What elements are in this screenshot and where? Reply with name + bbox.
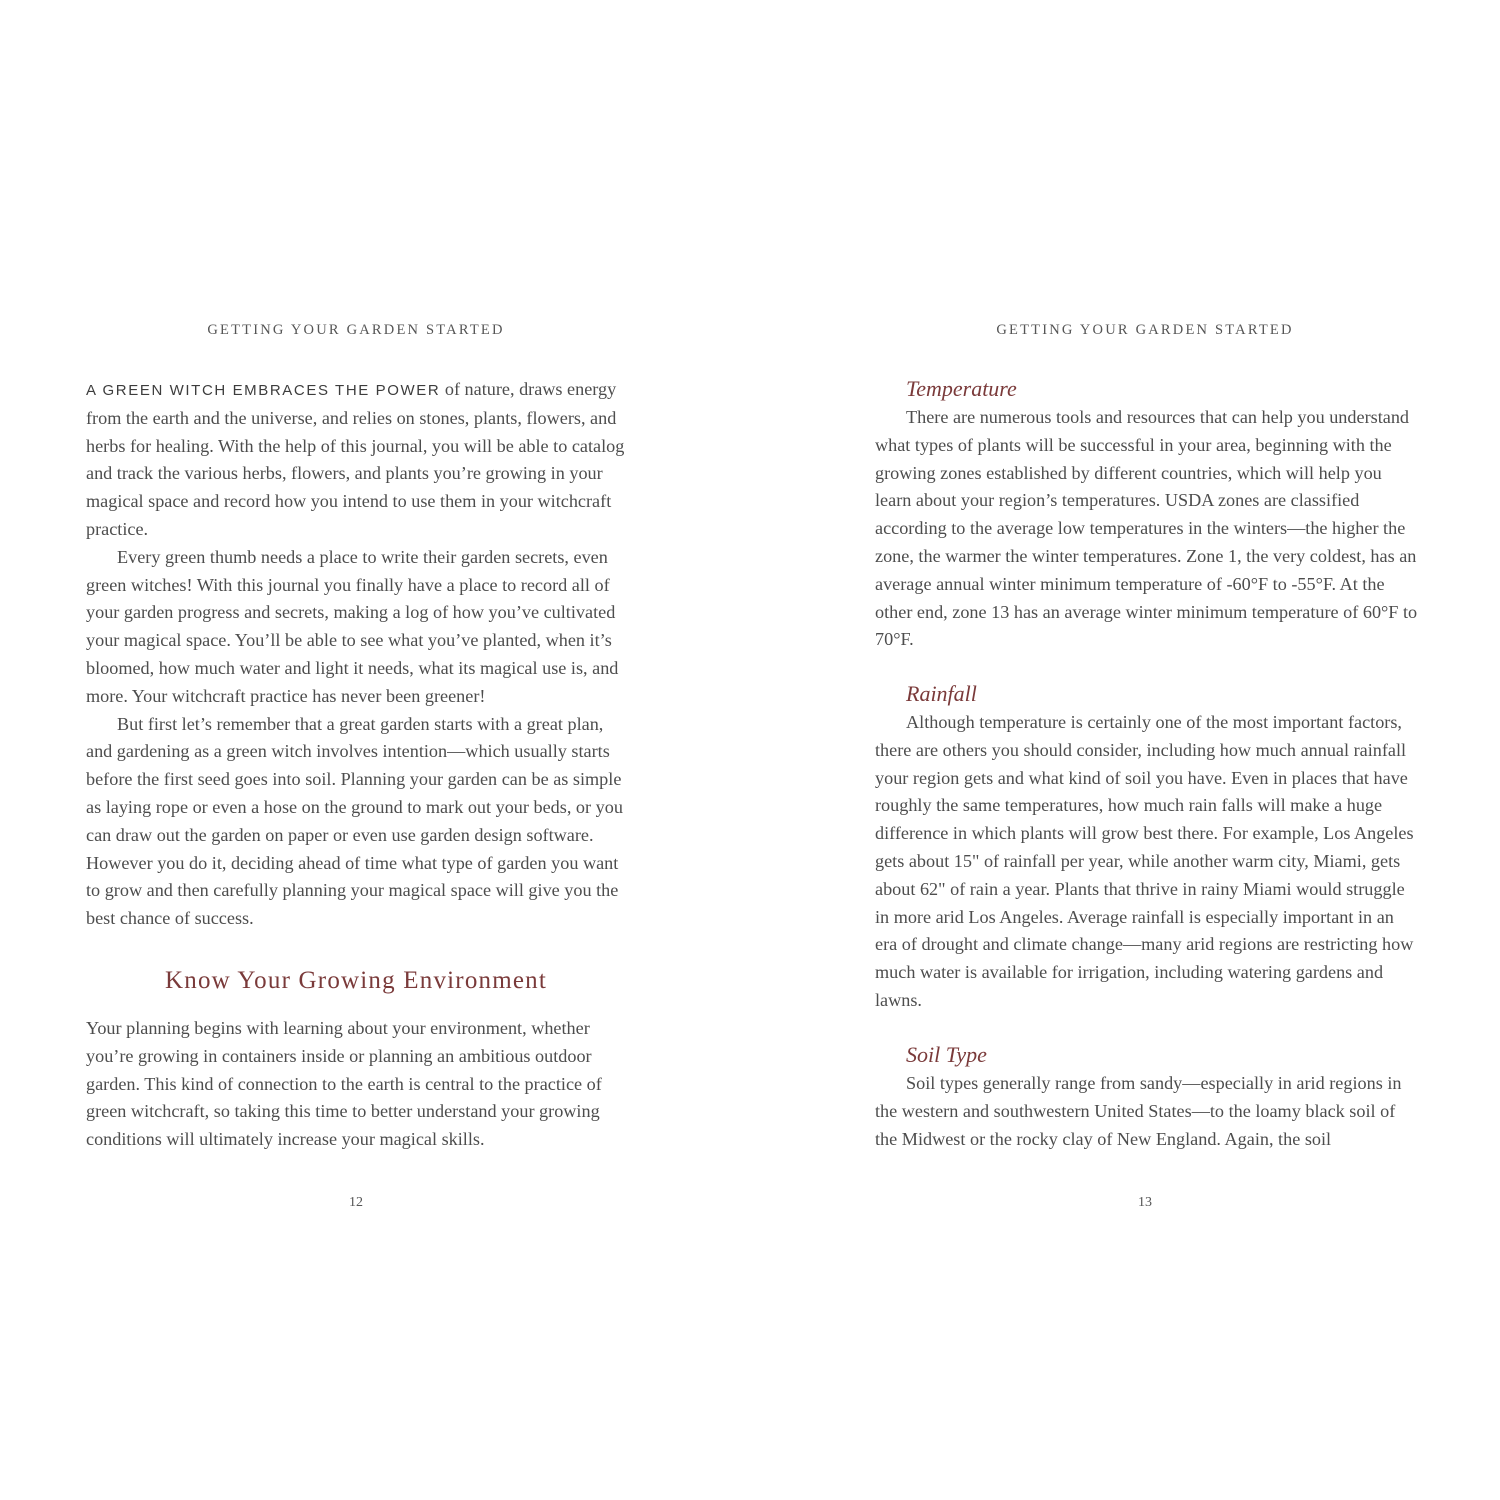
rainfall-text: Although temperature is certainly one of the most important factors, there are others you should consider, including how much annual rainfall your region gets and what kind of soil you have. Even in places that have roughly the same temperatures, how much rain falls will make a huge difference in which plants will grow best there. For example, Los Angeles gets about 15" of rainfall per year, while another warm city, Miami, gets about 62" of rain a year. Plants that thrive in rainy Miami would struggle in more arid Los Angeles. Average rainfall is especially important in an era of drought and climate change—many arid regions are restricting how much water is available for irrigation, including watering gardens and lawns. bbox=[875, 712, 1414, 1010]
intro-lead-in: A GREEN WITCH EMBRACES THE POWER bbox=[86, 382, 441, 399]
running-head-right: GETTING YOUR GARDEN STARTED bbox=[996, 322, 1294, 338]
section-paragraph: Your planning begins with learning about your environment, whether you’re growing in containers inside or planning an ambitious outdoor garden. This kind of connection to the earth is central to the practice of green witchcraft, so taking this time to better understand your growing conditions will ultimately increase your magical skills. bbox=[86, 1018, 602, 1150]
rainfall-heading: Rainfall bbox=[906, 681, 977, 706]
soil-type-heading: Soil Type bbox=[906, 1042, 987, 1067]
soil-type-section bbox=[875, 1040, 1420, 1153]
intro-block bbox=[86, 376, 631, 933]
temperature-heading: Temperature bbox=[906, 376, 1017, 401]
temperature-section bbox=[875, 374, 1420, 654]
intro-paragraph-text: of nature, draws energy from the earth and the universe, and relies on stones, plants, flowers, and herbs for healing. With the help of this journal, you will be able to catalog and track the various herbs, flowers, and plants you’re growing in your magical space and record how you intend to use them in your witchcraft practice. bbox=[86, 379, 625, 539]
section-heading: Know Your Growing Environment bbox=[164, 967, 548, 994]
page-number-right: 13 bbox=[1138, 1195, 1152, 1210]
paragraph-2: Every green thumb needs a place to write their garden secrets, even green witches! With this journal you finally have a place to record all of your garden progress and secrets, making a log of how you’ve cultivated your magical space. You’ll be able to see what you’ve planted, when it’s bloomed, how much water and light it needs, what its magical use is, and more. Your witchcraft practice has never been greener! bbox=[86, 546, 619, 706]
intro-paragraph bbox=[86, 376, 631, 544]
running-head-left: GETTING YOUR GARDEN STARTED bbox=[207, 322, 505, 338]
rainfall-section bbox=[875, 679, 1420, 1015]
paragraph-3: But first let’s remember that a great garden starts with a great plan, and gardening as a green witch involves intention—which usually starts before the first seed goes into soil. Planning your garden can be as simple as laying rope or even a hose on the ground to mark out your beds, or you can draw out the garden on paper or even use garden design software. However you do it, deciding ahead of time what type of garden you want to grow and then carefully planning your magical space will give you the best chance of success. bbox=[86, 713, 623, 929]
temperature-text: There are numerous tools and resources that can help you understand what types of plants will be successful in your area, beginning with the growing zones established by different countries, which will help you learn about your region’s temperatures. USDA zones are classified according to the average low temperatures in the winters—the higher the zone, the warmer the winter temperatures. Zone 1, the very coldest, has an average annual winter minimum temperature of -60°F to -55°F. At the other end, zone 13 has an average winter minimum temperature of 60°F to 70°F. bbox=[875, 407, 1418, 650]
section-block bbox=[86, 1015, 631, 1154]
page-number-left: 12 bbox=[349, 1195, 363, 1210]
soil-type-text: Soil types generally range from sandy—especially in arid regions in the western and southwestern United States—to the loamy black soil of the Midwest or the rocky clay of New England. Again, the soil bbox=[875, 1073, 1402, 1149]
